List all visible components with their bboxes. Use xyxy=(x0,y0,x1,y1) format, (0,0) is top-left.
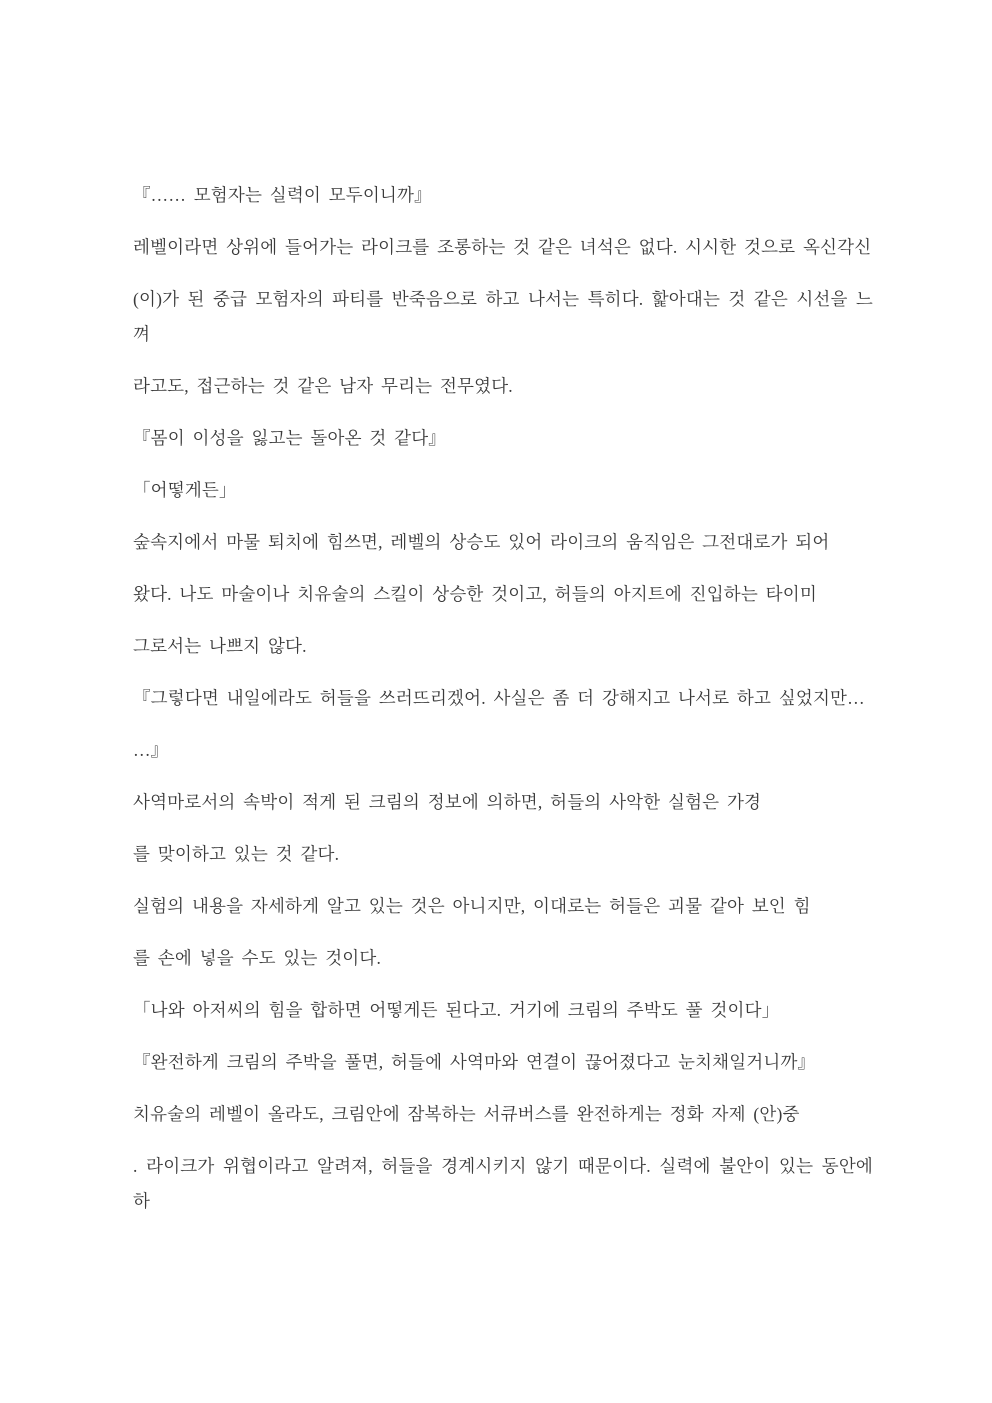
paragraph: 『…… 모험자는 실력이 모두이니까』 xyxy=(133,185,432,205)
paragraph: 를 맞이하고 있는 것 같다. xyxy=(133,844,340,864)
paragraph: 『완전하게 크림의 주박을 풀면, 허들에 사역마와 연결이 끊어졌다고 눈치채일거니까』 xyxy=(133,1052,816,1072)
paragraph: 실험의 내용을 자세하게 알고 있는 것은 아니지만, 이대로는 허들은 괴물 같아 보인 힘 xyxy=(133,896,811,916)
paragraph: 「나와 아저씨의 힘을 합하면 어떻게든 된다고. 거기에 크림의 주박도 풀 것이다」 xyxy=(133,1000,780,1020)
paragraph: . 라이크가 위협이라고 알려져, 허들을 경계시키지 않기 때문이다. 실력에 불안이 있는 동안에하 xyxy=(133,1156,873,1211)
paragraph: 사역마로서의 속박이 적게 된 크림의 정보에 의하면, 허들의 사악한 실험은 가경 xyxy=(133,792,762,812)
paragraph: (이)가 된 중급 모험자의 파티를 반죽음으로 하고 나서는 특히다. 핥아대는 것 같은 시선을 느껴 xyxy=(133,289,873,344)
paragraph: …』 xyxy=(133,740,169,760)
paragraph: 치유술의 레벨이 올라도, 크림안에 잠복하는 서큐버스를 완전하게는 정화 자제 (안)중 xyxy=(133,1104,800,1124)
paragraph: 『그렇다면 내일에라도 허들을 쓰러뜨리겠어. 사실은 좀 더 강해지고 나서로 하고 싶었지만… xyxy=(133,688,865,708)
paragraph: 를 손에 넣을 수도 있는 것이다. xyxy=(133,948,382,968)
paragraph: 숲속지에서 마물 퇴치에 힘쓰면, 레벨의 상승도 있어 라이크의 움직임은 그전대로가 되어 xyxy=(133,532,830,552)
paragraph: 그로서는 나쁘지 않다. xyxy=(133,636,307,656)
paragraph: 레벨이라면 상위에 들어가는 라이크를 조롱하는 것 같은 녀석은 없다. 시시한 것으로 옥신각신 xyxy=(133,237,872,257)
paragraph: 『몸이 이성을 잃고는 돌아온 것 같다』 xyxy=(133,428,446,448)
paragraph: 「어떻게든」 xyxy=(133,480,237,500)
paragraph: 왔다. 나도 마술이나 치유술의 스킬이 상승한 것이고, 허들의 아지트에 진입하는 타이미 xyxy=(133,584,817,604)
paragraph: 라고도, 접근하는 것 같은 남자 무리는 전무였다. xyxy=(133,376,513,396)
